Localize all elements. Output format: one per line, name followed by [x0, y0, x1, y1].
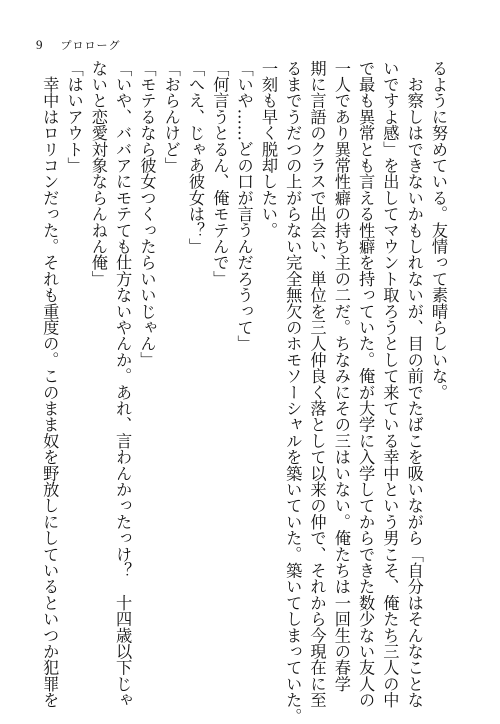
dialogue-line: 「おらんけど」	[161, 60, 181, 174]
dialogue-line: 「モテるなら彼女つくったらいいじゃん」	[137, 60, 157, 368]
dialogue-line: 「いや、ババアにモテても仕方ないやんか。あれ、言わんかったっけ？ 十四歳以下じゃ	[113, 60, 133, 708]
text-line: 期に言語のクラスで出会い、単位を三人仲良く落として以来の仲で、それから今現在に至	[307, 60, 327, 708]
text-line: 一人であり異常性癖の持ち主の二だ。ちなみにその三はいない。俺たちは一回生の春学	[331, 60, 351, 692]
page-header	[36, 38, 121, 51]
dialogue-line: 「いや……どの口が言うんだろうって」	[234, 60, 254, 352]
dialogue-line: 「へえ、じゃあ彼女は？」	[186, 60, 206, 255]
text-line: るまでうだつの上がらない完全無欠のホモソーシャルを築いていた。築いてしまっていた。	[283, 60, 303, 724]
text-line: いですよ感」を出してマウント取ろうとして来ている幸中という男こそ、俺たち三人の中	[380, 60, 400, 708]
page-number: 9	[36, 37, 43, 52]
text-line: 一刻も早く脱却したい。	[258, 60, 278, 239]
text-line: るように努めている。友情って素晴らしいな。	[429, 60, 448, 401]
dialogue-line: 「何言うとるん、俺モテんで」	[210, 60, 230, 287]
dialogue-line: 「はいアウト」	[64, 60, 84, 174]
dialogue-line: ないと恋愛対象ならんねん俺」	[88, 60, 108, 287]
text-line: で最も異常とも言える性癖を持っていた。俺が大学に入学してからできた数少ない友人の	[356, 60, 376, 708]
running-title: プロローグ	[60, 39, 121, 52]
text-line: 幸中はロリコンだった。それも重度の。このまま奴を野放しにしているといつか犯罪を	[40, 60, 60, 708]
text-line: お察しはできないかもしれないが、目の前でたばこを吸いながら「自分はそんなことな	[404, 60, 424, 708]
body-text	[40, 60, 450, 724]
